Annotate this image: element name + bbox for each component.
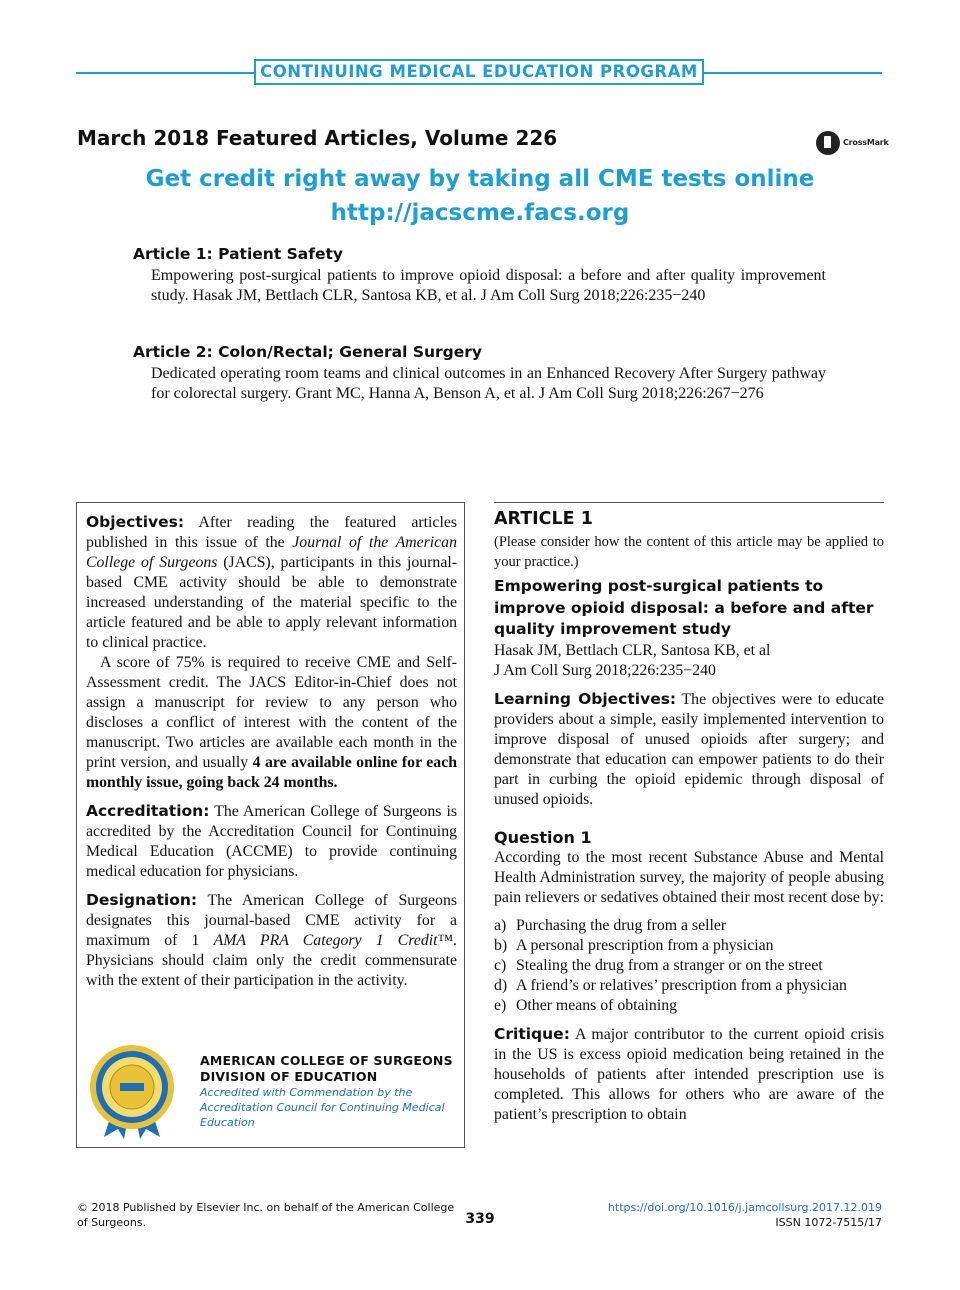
crossmark-badge[interactable] bbox=[816, 131, 889, 159]
option-label: d) bbox=[494, 976, 508, 994]
article-title: Empowering post-surgical patients to improve opioid disposal: a before and after quality improvement study bbox=[494, 577, 874, 638]
featured-article-body: Empowering post-surgical patients to improve opioid disposal: a before and after quality improvement study. Hasak JM, Bettlach CLR, Santosa KB, et al. J Am Coll Surg 2018;226:235−240 bbox=[151, 267, 826, 304]
acs-division: DIVISION OF EDUCATION bbox=[200, 1069, 378, 1084]
option-text: Purchasing the drug from a seller bbox=[516, 916, 727, 934]
crossmark-icon bbox=[816, 131, 840, 155]
issue-title: March 2018 Featured Articles, Volume 226 bbox=[77, 126, 558, 150]
featured-article-1 bbox=[133, 245, 826, 306]
designation-label: Designation: bbox=[86, 891, 198, 909]
copyright-notice: © 2018 Published by Elsevier Inc. on behalf of the American College of Surgeons. bbox=[77, 1201, 455, 1229]
score-emphasis: 4 are available online for each monthly issue, going back 24 months. bbox=[86, 754, 457, 791]
learning-objectives bbox=[494, 689, 884, 810]
doi-link[interactable]: https://doi.org/10.1016/j.jamcollsurg.2017.12.019 bbox=[607, 1201, 882, 1214]
acs-commendation: Accredited with Commendation by the bbox=[200, 1086, 413, 1099]
option-text: A personal prescription from a physician bbox=[516, 936, 774, 954]
article-note: (Please consider how the content of this article may be applied to your practice.) bbox=[494, 534, 884, 570]
option-text: Other means of obtaining bbox=[516, 996, 678, 1014]
objectives-text-cont: (JACS), participants in this journal-based CME activity should be able to demonstrate increased understanding of the material specific to the article featured and be able to apply relevant information to clinical practice. bbox=[86, 554, 457, 651]
acs-seal-icon bbox=[84, 1043, 180, 1139]
featured-article-2 bbox=[133, 343, 826, 404]
option-label: b) bbox=[494, 936, 508, 954]
accreditation-paragraph bbox=[86, 801, 457, 882]
article-1-section bbox=[494, 509, 884, 1125]
objectives-text: After reading the featured articles published in this issue of the bbox=[86, 514, 457, 551]
learning-objectives-text: The objectives were to educate providers about a simple, easily implemented intervention to improve disposal of unused opioids after surgery; and demonstrate that education can empower patients to do their part in curbing the opioid epidemic through disposal of unused opioids. bbox=[494, 690, 884, 808]
acs-council: Accreditation Council for Continuing Medical Education bbox=[200, 1101, 445, 1129]
question-text: According to the most recent Substance Abuse and Mental Health Administration survey, the majority of people abusing pain relievers or sedatives obtained their most recent dose by: bbox=[494, 848, 884, 906]
article-citation: J Am Coll Surg 2018;226:235−240 bbox=[494, 661, 716, 679]
option-text: A friend’s or relatives’ prescription from a physician bbox=[516, 976, 847, 994]
answer-option[interactable] bbox=[494, 916, 884, 936]
option-label: e) bbox=[494, 996, 507, 1014]
accreditation-label: Accreditation: bbox=[86, 802, 210, 820]
article-label: ARTICLE 1 bbox=[494, 509, 593, 529]
option-text: Stealing the drug from a stranger or on the street bbox=[516, 956, 823, 974]
answer-option[interactable] bbox=[494, 956, 884, 976]
featured-article-heading: Article 2: Colon/Rectal; General Surgery bbox=[133, 343, 483, 361]
answer-option[interactable] bbox=[494, 996, 884, 1016]
acs-accreditation-text bbox=[200, 1053, 462, 1130]
article-authors: Hasak JM, Bettlach CLR, Santosa KB, et al bbox=[494, 641, 771, 659]
objectives-paragraph bbox=[86, 512, 457, 653]
credit-name: AMA PRA Category 1 Credit bbox=[213, 932, 438, 949]
critique-paragraph bbox=[494, 1024, 884, 1125]
cme-info-content bbox=[86, 512, 457, 991]
answer-option[interactable] bbox=[494, 936, 884, 956]
cta-link[interactable]: http://jacscme.facs.org bbox=[330, 200, 630, 226]
crossmark-label: CrossMark bbox=[843, 138, 889, 147]
score-text: A score of 75% is required to receive CME and Self-Assessment credit. The JACS Editor-in-Chief does not assign a manuscript for review to any person who discloses a conflict of interest with the content of the manuscript. Two articles are available each month in the print version, and usually bbox=[86, 654, 457, 771]
question-label: Question 1 bbox=[494, 827, 592, 847]
score-paragraph bbox=[86, 653, 457, 793]
designation-paragraph bbox=[86, 890, 457, 991]
answer-option[interactable] bbox=[494, 976, 884, 996]
option-label: a) bbox=[494, 916, 507, 934]
issn: ISSN 1072-7515/17 bbox=[775, 1216, 882, 1229]
featured-article-body: Dedicated operating room teams and clinical outcomes in an Enhanced Recovery After Surgery pathway for colorectal surgery. Grant MC, Hanna A, Benson A, et al. J Am Coll Surg 2018;226:267−276 bbox=[151, 365, 826, 402]
critique-label: Critique: bbox=[494, 1024, 570, 1043]
designation-text-cont: ™. Physicians should claim only the credit commensurate with the extent of their participation in the activity. bbox=[86, 932, 458, 989]
learning-objectives-label: Learning Objectives: bbox=[494, 689, 677, 708]
article-rule bbox=[494, 502, 884, 503]
program-banner: CONTINUING MEDICAL EDUCATION PROGRAM bbox=[254, 59, 704, 85]
critique-text: A major contributor to the current opioid crisis in the US is excess opioid medication being retained in the households of patients after intended prescription use is completed. This allows for others who are aware of the patient’s prescription to obtain bbox=[494, 1025, 884, 1123]
designation-text: The American College of Surgeons designates this journal-based CME activity for a maximum of 1 bbox=[86, 892, 457, 949]
acs-org-name: AMERICAN COLLEGE OF SURGEONS bbox=[200, 1053, 453, 1068]
accreditation-text: The American College of Surgeons is accredited by the Accreditation Council for Continuing Medical Education (ACCME) to provide continuing medical education for physicians. bbox=[86, 803, 457, 880]
answer-options bbox=[494, 916, 884, 1016]
footer-right bbox=[608, 1200, 882, 1230]
option-label: c) bbox=[494, 956, 507, 974]
objectives-label: Objectives: bbox=[86, 513, 185, 531]
journal-name: Journal of the American College of Surgeons bbox=[86, 534, 457, 571]
page-number: 339 bbox=[465, 1211, 495, 1227]
cta-heading: Get credit right away by taking all CME tests online bbox=[145, 166, 815, 192]
featured-article-heading: Article 1: Patient Safety bbox=[133, 245, 344, 263]
